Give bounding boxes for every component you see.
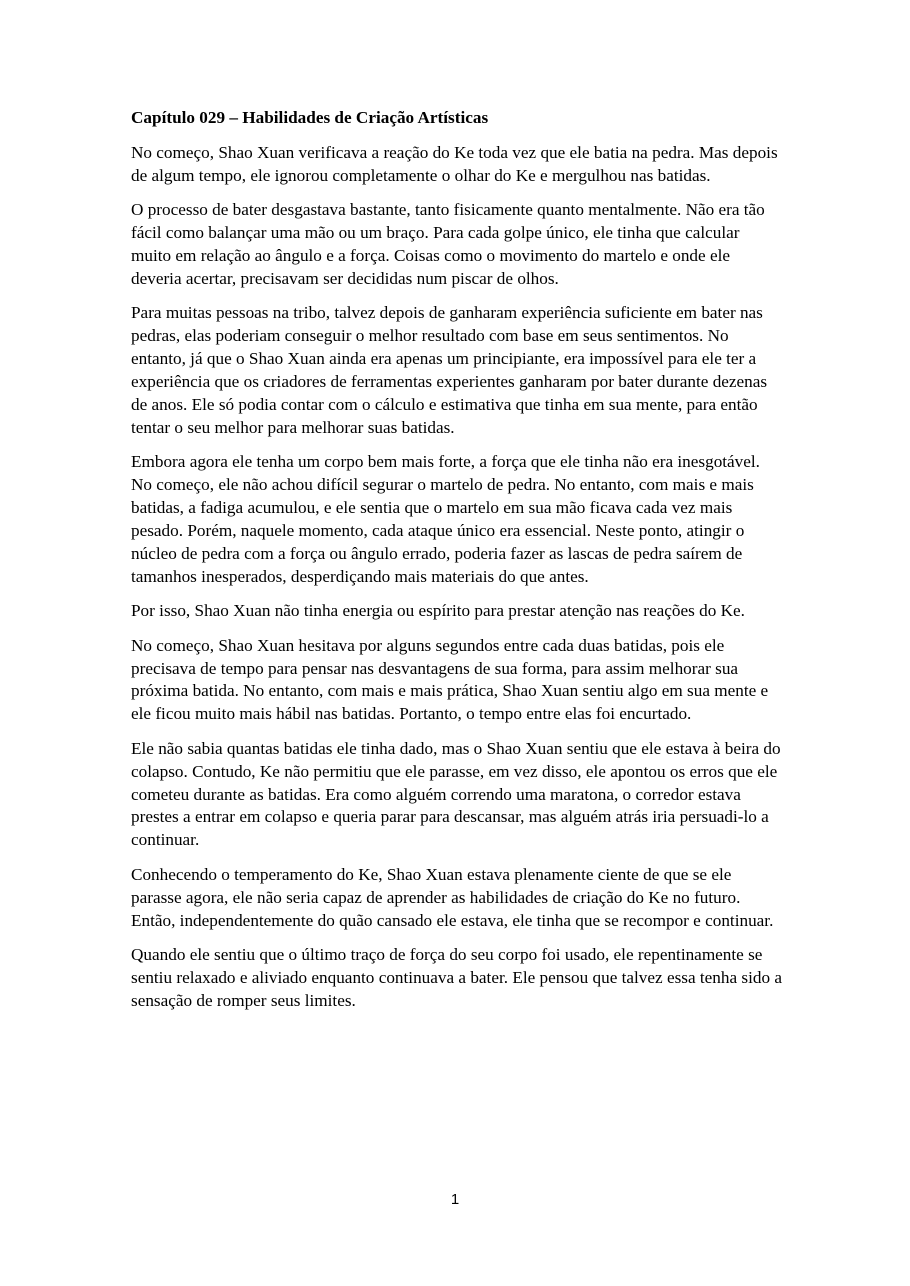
page-content bbox=[131, 107, 783, 1024]
paragraph: Quando ele sentiu que o último traço de força do seu corpo foi usado, ele repentinamente se sentiu relaxado e aliviado enquanto continuava a bater. Ele pensou que talvez essa tenha sido a sensação de romper seus limites. bbox=[131, 945, 782, 1010]
paragraph: Para muitas pessoas na tribo, talvez depois de ganharam experiência suficiente em bater nas pedras, elas poderiam conseguir o melhor resultado com base em seus sentimentos. No entanto, já que o Shao Xuan ainda era apenas um principiante, era impossível para ele ter a experiência que os criadores de ferramentas experientes ganharam por bater durante dezenas de anos. Ele só podia contar com o cálculo e estimativa que tinha em sua mente, para então tentar o seu melhor para melhorar suas batidas. bbox=[131, 303, 768, 437]
paragraph: No começo, Shao Xuan hesitava por alguns segundos entre cada duas batidas, pois ele precisava de tempo para pensar nas desvantagens de sua forma, para assim melhorar sua próxima batida. No entanto, com mais e mais prática, Shao Xuan sentiu algo em sua mente e ele ficou muito mais hábil nas batidas. Portanto, o tempo entre elas foi encurtado. bbox=[131, 635, 769, 724]
paragraph: Embora agora ele tenha um corpo bem mais forte, a força que ele tinha não era inesgotável. No começo, ele não achou difícil segurar o martelo de pedra. No entanto, com mais e mais batidas, a fadiga acumulou, e ele sentia que o martelo em sua mão ficava cada vez mais pesado. Porém, naquele momento, cada ataque único era essencial. Neste ponto, atingir o núcleo de pedra com a força ou ângulo errado, poderia fazer as lascas de pedra saírem de tamanhos inesperados, desperdiçando mais materiais do que antes. bbox=[131, 452, 760, 586]
paragraph: No começo, Shao Xuan verificava a reação do Ke toda vez que ele batia na pedra. Mas depois de algum tempo, ele ignorou completamente o olhar do Ke e mergulhou nas batidas. bbox=[131, 142, 778, 185]
chapter-title: Capítulo 029 – Habilidades de Criação Artísticas bbox=[131, 108, 489, 127]
paragraph: Conhecendo o temperamento do Ke, Shao Xuan estava plenamente ciente de que se ele parasse agora, ele não seria capaz de aprender as habilidades de criação do Ke no futuro. Então, independentemente do quão cansado ele estava, ele tinha que se recompor e continuar. bbox=[131, 864, 774, 930]
paragraph: Ele não sabia quantas batidas ele tinha dado, mas o Shao Xuan sentiu que ele estava à beira do colapso. Contudo, Ke não permitiu que ele parasse, em vez disso, ele apontou os erros que ele cometeu durante as batidas. Era como alguém correndo uma maratona, o corredor estava prestes a entrar em colapso e queria parar para descansar, mas alguém atrás iria persuadi-lo a continuar. bbox=[131, 738, 781, 850]
paragraph: O processo de bater desgastava bastante, tanto fisicamente quanto mentalmente. Não era tão fácil como balançar uma mão ou um braço. Para cada golpe único, ele tinha que calcular muito em relação ao ângulo e a força. Coisas como o movimento do martelo e onde ele deveria acertar, precisavam ser decididas num piscar de olhos. bbox=[131, 200, 765, 288]
paragraph: Por isso, Shao Xuan não tinha energia ou espírito para prestar atenção nas reações do Ke. bbox=[131, 601, 745, 621]
page-number: 1 bbox=[450, 1191, 460, 1208]
